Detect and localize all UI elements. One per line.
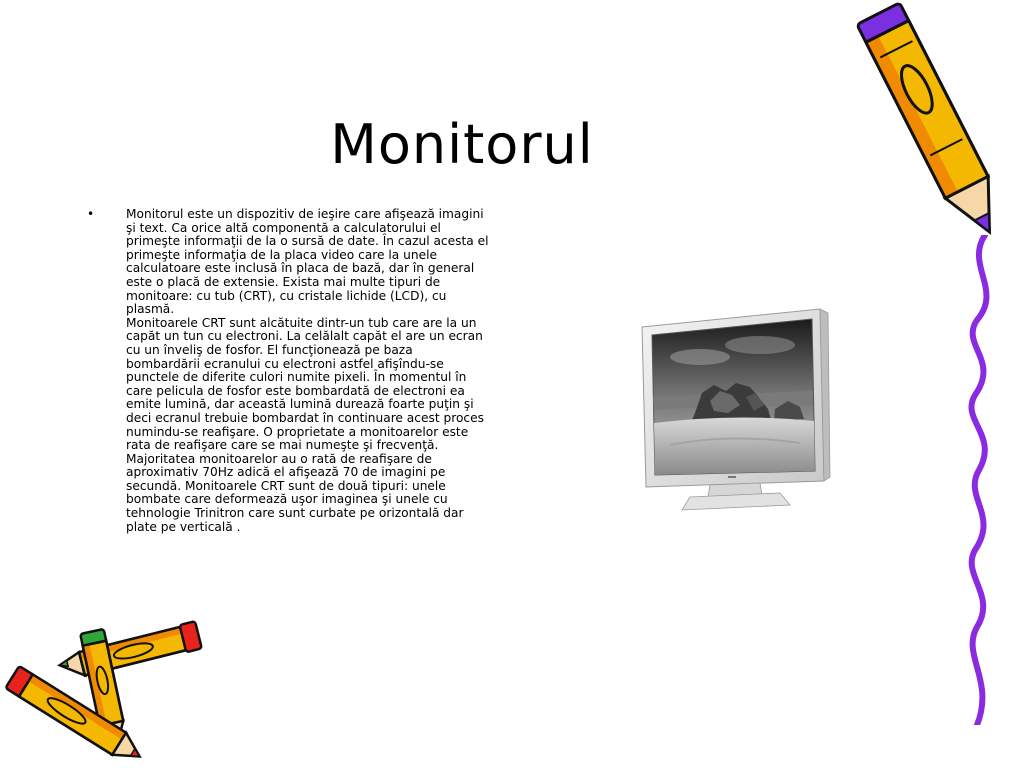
paragraph-refresh: Majoritatea monitoarelor au o rată de reafişare de aproximativ 70Hz adică el afişează 70 de imagini pe secundă. Monitoarele CRT sunt de două tipuri: unele bombate care deformează uşor imaginea şi unele cu tehnologie Trinitron care sunt curbate pe orizontală dar plate pe verticală .	[126, 451, 464, 534]
bullet-marker: •	[87, 207, 95, 221]
paragraph-intro: Monitorul este un dispozitiv de ieşire care afişează imagini şi text. Ca orice altă componentă a calculatorului el primeşte informaţii de la o sursă de date. În cazul acesta el primeşte informaţia de la placa video care la unele calculatoare este inclusă în placa de bază, dar în general este o placă de extensie. Exista mai multe tipuri de monitoare: cu tub (CRT), cu cristale lichide (LCD), cu plasmă.	[126, 207, 489, 317]
crossed-pencils-icon	[0, 618, 210, 758]
paragraph-crt: Monitoarele CRT sunt alcătuite dintr-un tub care are la un capăt un tun cu electroni. La celălalt capăt el are un ecran cu un înveliş de fosfor. El funcţionează pe baza bombardării ecranului cu electroni astfel afişîndu-se punctele de diferite culori numite pixeli. În momentul în care pelicula de fosfor este bombardată de electroni ea emite lumină, dar această lumină durează foarte puţin şi deci ecranul trebuie bombardat în continuare acest proces numindu-se reafişare. O proprietate a monitoarelor este rata de reafişare care se mai numeşte şi frecvenţă.	[126, 315, 484, 453]
slide-title: Monitorul	[330, 113, 594, 176]
decorative-squiggle	[955, 235, 1005, 725]
bullet-text	[126, 208, 489, 534]
pencil-icon	[855, 0, 1015, 250]
slide-body	[84, 208, 489, 534]
monitor-image	[640, 305, 832, 513]
